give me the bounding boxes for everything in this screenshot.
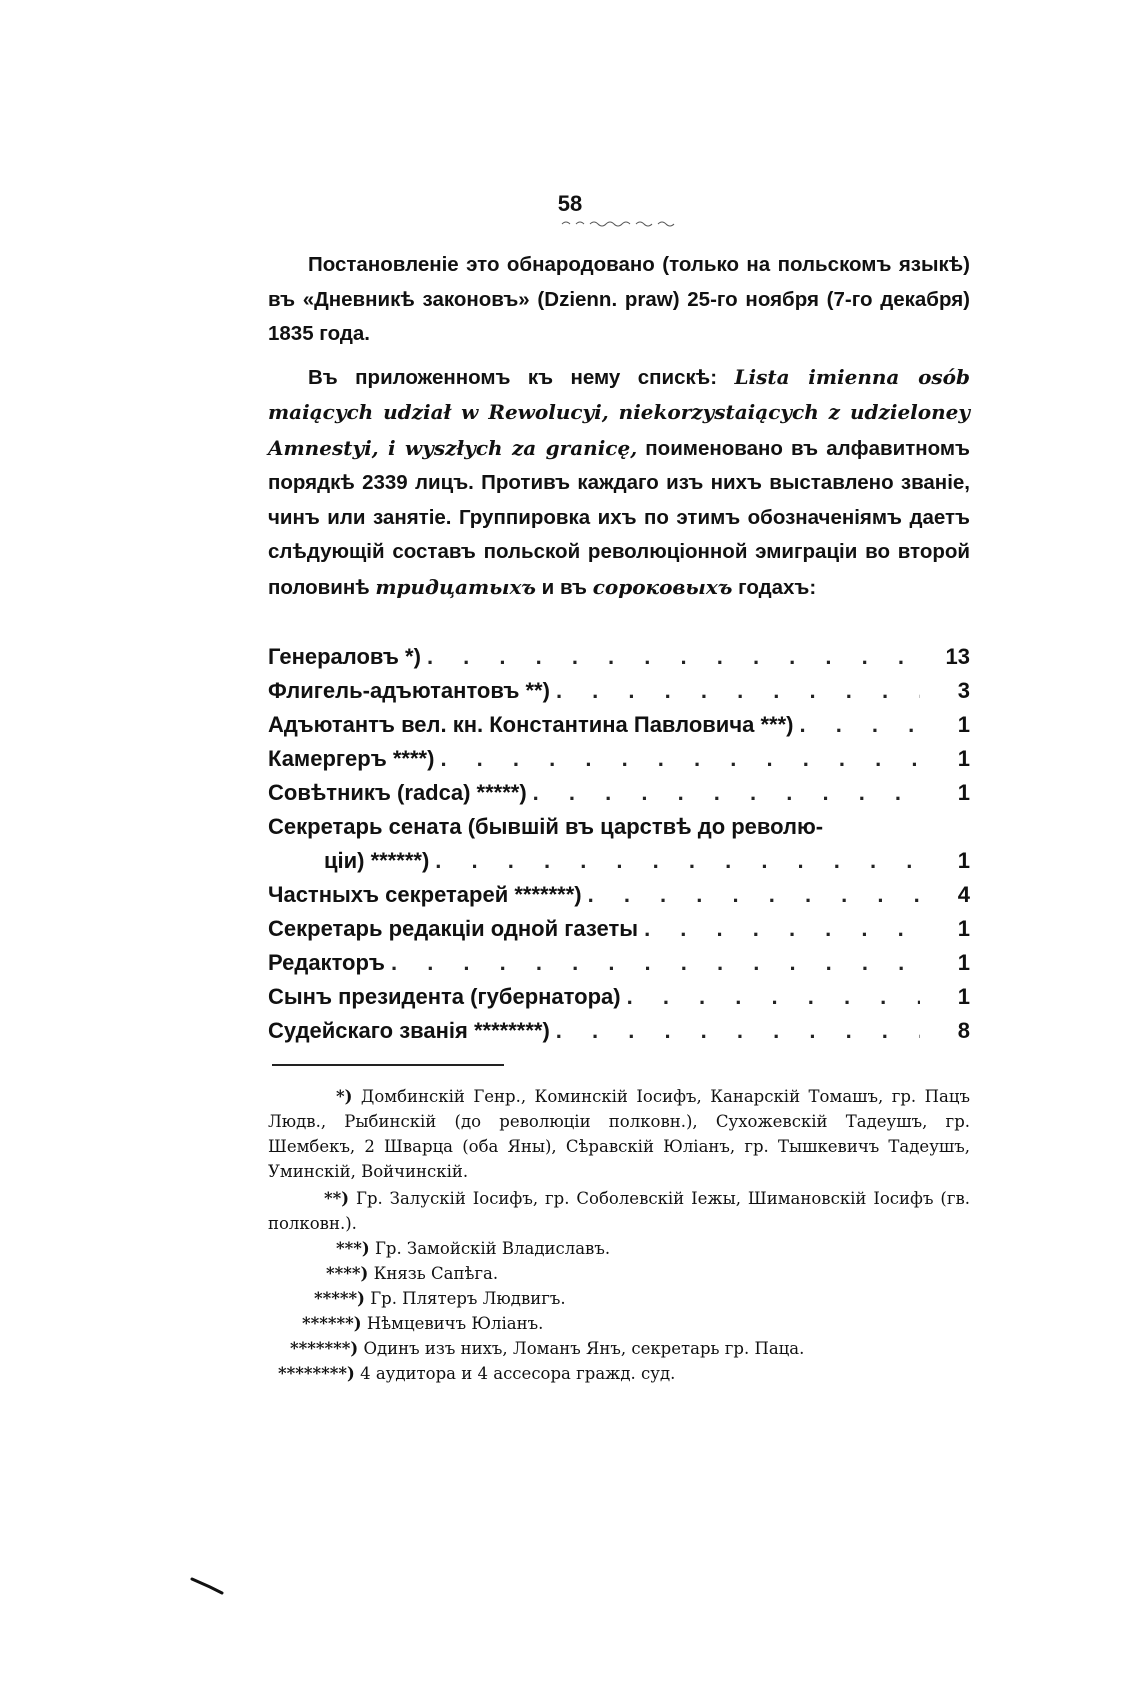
list-item-label: Редакторъ: [268, 950, 385, 975]
list-item-label: Частныхъ секретарей *******): [268, 882, 582, 907]
leader-dots: [627, 980, 920, 1014]
footnote-mark: ****): [326, 1264, 369, 1283]
page-number: 58: [557, 191, 583, 216]
list-item: [268, 912, 970, 946]
list-item-count: 1: [957, 780, 970, 805]
list-item-wrapped-line: [268, 810, 970, 844]
list-item-count: 8: [957, 1018, 970, 1043]
leader-dots: [799, 708, 920, 742]
paragraph-1: Постановленіе это обнародовано (только на польскомъ языкѣ) въ «Дневникѣ законовъ» (Dzienn. praw) 25-го ноября (7-го декабря) 1835 года.: [268, 253, 970, 345]
list-item-label: Адъютантъ вел. кн. Константина Павловича ***): [268, 712, 794, 737]
list-item-count: 13: [945, 644, 970, 669]
list-item-label: Сынъ президента (губернатора): [268, 984, 621, 1009]
list-item-count: 1: [957, 984, 970, 1009]
footnote: [268, 1361, 970, 1386]
list-item-label: Камергеръ ****): [268, 746, 435, 771]
list-item-count: 1: [957, 746, 970, 771]
footnotes: [268, 1084, 970, 1386]
footnote-text: Нѣмцевичъ Юліанъ.: [366, 1314, 544, 1333]
footnote-text: Князь Сапѣга.: [373, 1264, 499, 1283]
footnote-mark: *****): [314, 1289, 365, 1308]
footnote-mark: **): [324, 1189, 350, 1208]
list-item: [268, 742, 970, 776]
leader-dots: [391, 946, 920, 980]
paragraph-2-body: поименовано въ алфавитномъ порядкѣ 2339 лицъ. Противъ каждаго изъ нихъ выставлено званіе, чинъ или занятіе. Группировка ихъ по этимъ обозначеніямъ даетъ слѣдующій составъ польской революціонной эмиграціи во второй половинѣ: [268, 436, 970, 599]
page-number-ornament: [560, 218, 680, 228]
leader-dots: [440, 742, 920, 776]
list-item-count: 1: [957, 916, 970, 941]
ink-mark: [190, 1575, 226, 1595]
footnote-mark: *******): [290, 1339, 359, 1358]
list-item-label: Совѣтникъ (radca) *****): [268, 780, 527, 805]
footnote: [268, 1084, 970, 1184]
list-item: [268, 946, 970, 980]
footnote-text: Одинъ изъ нихъ, Ломанъ Янъ, секретарь гр. Паца.: [363, 1339, 805, 1358]
list-item: [268, 1014, 970, 1048]
footnote-text: Гр. Залускій Іосифъ, гр. Соболевскій Іежы, Шимановскій Іосифъ (гв. полковн.).: [268, 1189, 970, 1233]
list-item-count: 1: [957, 712, 970, 737]
footnote-divider: [272, 1064, 504, 1066]
list-item-label: Генераловъ *): [268, 644, 421, 669]
list-item-label: Флигель-адъютантовъ **): [268, 678, 550, 703]
leader-dots: [644, 912, 920, 946]
footnote-text: Домбинскій Генр., Коминскій Іосифъ, Канарскій Томашъ, гр. Пацъ Людв., Рыбинскій (до революціи полковн.), Сухожевскій Тадеушъ, гр. Шембекъ, 2 Шварца (оба Яны), Сѣравскій Юліанъ, гр. Тышкевичъ Тадеушъ, Уминскій, Войчинскій.: [268, 1087, 970, 1181]
paragraph-2-mid: и въ: [535, 575, 593, 599]
list-item-count: 1: [957, 848, 970, 873]
italic-thirties: тридцатыхъ: [375, 574, 536, 599]
list-item: [268, 708, 970, 742]
list-item-label: Судейскаго званія ********): [268, 1018, 550, 1043]
leader-dots: [556, 1014, 920, 1048]
list-item: [268, 844, 970, 878]
footnote-text: Гр. Плятеръ Людвигъ.: [370, 1289, 566, 1308]
footnote-text: 4 аудитора и 4 ассесора гражд. суд.: [360, 1364, 676, 1383]
footnote: [268, 1336, 970, 1361]
list-item-label: Секретарь сената (бывшій въ царствѣ до револю-: [268, 814, 824, 839]
italic-forties: сороковыхъ: [592, 574, 733, 599]
leader-dots: [588, 878, 920, 912]
footnote: [268, 1286, 970, 1311]
list-item-label-continued: ціи) ******): [324, 848, 430, 873]
main-text: [268, 248, 970, 613]
list-item: [268, 674, 970, 708]
list-item: [268, 776, 970, 810]
paragraph-2-intro: Въ приложенномъ къ нему спискѣ:: [308, 365, 735, 389]
leader-dots: [435, 844, 920, 878]
paragraph-2: [268, 360, 970, 606]
footnote-mark: ******): [302, 1314, 362, 1333]
list-item: [268, 878, 970, 912]
footnote-mark: *): [336, 1087, 353, 1106]
footnote-mark: ********): [278, 1364, 355, 1383]
footnote-text: Гр. Замойскій Владиславъ.: [374, 1239, 611, 1258]
list-item: [268, 980, 970, 1014]
footnote: [268, 1236, 970, 1261]
leader-dots: [556, 674, 920, 708]
list-item-count: 4: [957, 882, 970, 907]
leader-dots: [427, 640, 920, 674]
list-item-count: 1: [957, 950, 970, 975]
footnote: [268, 1261, 970, 1286]
list-item: [268, 640, 970, 674]
list-item-label: Секретарь редакціи одной газеты: [268, 916, 639, 941]
footnote-mark: ***): [336, 1239, 370, 1258]
emigration-list: [268, 640, 970, 1048]
paragraph-2-end: годахъ:: [732, 575, 817, 599]
polish-list-title: Lista imienna osób maiących udział w Rewolucyi, niekorzystaiących z udzieloney Amnestyi, i wyszłych za granicę,: [268, 364, 970, 460]
footnote: [268, 1311, 970, 1336]
footnote: [268, 1186, 970, 1236]
list-item-count: 3: [957, 678, 970, 703]
leader-dots: [533, 776, 920, 810]
